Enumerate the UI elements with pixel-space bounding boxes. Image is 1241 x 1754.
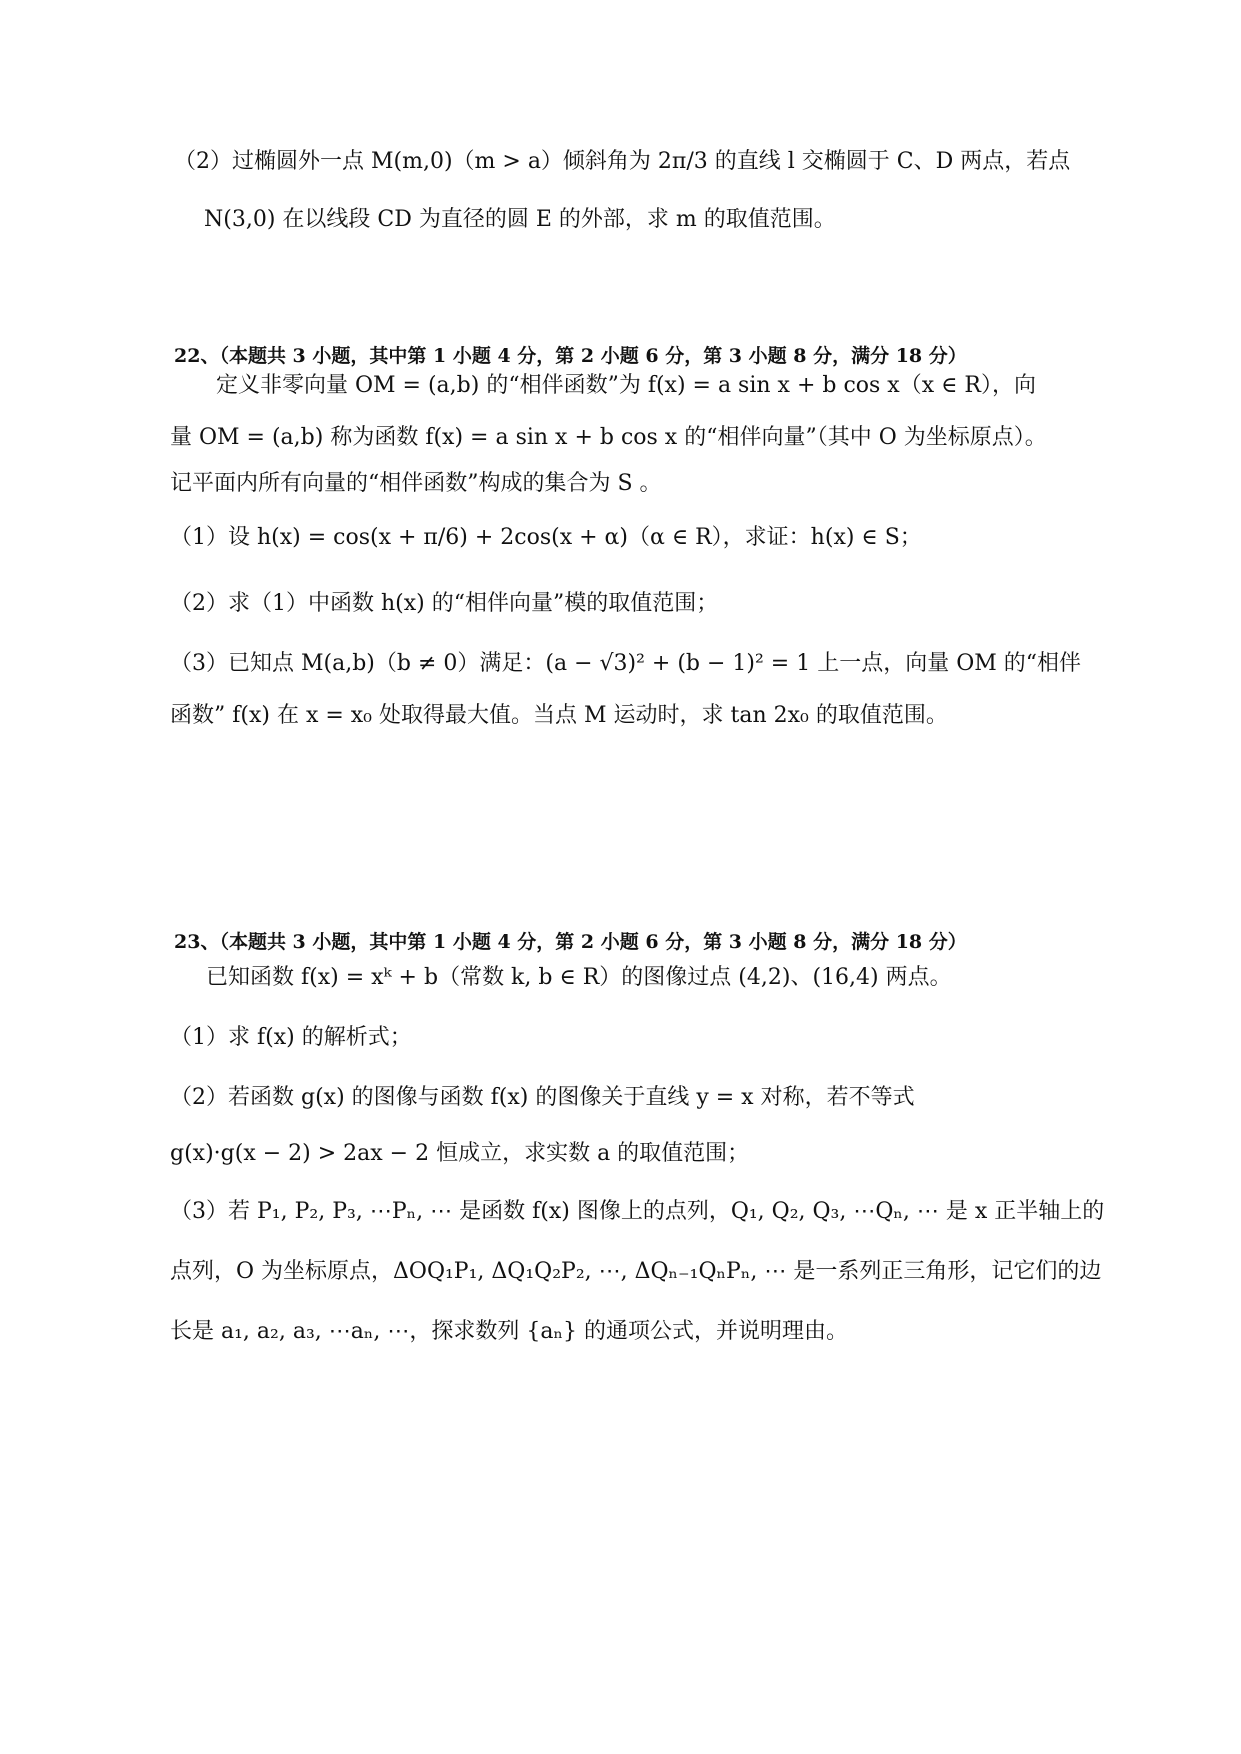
q21-part2-line1: （2）过椭圆外一点 M(m,0)（m > a）倾斜角为 2π/3 的直线 l 交椭圆于 C、D 两点，若点 xyxy=(174,149,1071,174)
q23-part1: （1）求 f(x) 的解析式； xyxy=(170,1025,412,1050)
q22-header: 22、（本题共 3 小题，其中第 1 小题 4 分，第 2 小题 6 分，第 3 小题 8 分，满分 18 分） xyxy=(174,345,967,367)
q23-definition-line: 已知函数 f(x) = xᵏ + b（常数 k, b ∈ R）的图像过点 (4,2)、(16,4) 两点。 xyxy=(206,965,952,990)
q22-definition-line3: 记平面内所有向量的“相伴函数”构成的集合为 S 。 xyxy=(170,471,662,496)
q22-part3-line2: 函数” f(x) 在 x = x₀ 处取得最大值。当点 M 运动时，求 tan 2x₀ 的取值范围。 xyxy=(170,703,948,728)
q23-part3-line2: 点列，O 为坐标原点，ΔOQ₁P₁, ΔQ₁Q₂P₂, ⋯, ΔQₙ₋₁QₙPₙ, ⋯ 是一系列正三角形，记它们的边 xyxy=(170,1259,1102,1284)
q21-part2-line2: N(3,0) 在以线段 CD 为直径的圆 E 的外部，求 m 的取值范围。 xyxy=(204,207,836,232)
q22-part3-line1: （3）已知点 M(a,b)（b ≠ 0）满足：(a − √3)² + (b − 1)² = 1 上一点，向量 OM 的“相伴 xyxy=(170,651,1082,676)
q23-part2-line1: （2）若函数 g(x) 的图像与函数 f(x) 的图像关于直线 y = x 对称，若不等式 xyxy=(170,1085,915,1110)
q22-definition-line1: 定义非零向量 OM = (a,b) 的“相伴函数”为 f(x) = a sin x + b cos x（x ∈ R），向 xyxy=(216,373,1036,398)
q23-part3-line3: 长是 a₁, a₂, a₃, ⋯aₙ, ⋯，探求数列 {aₙ} 的通项公式，并说明理由。 xyxy=(170,1319,848,1344)
q22-part1: （1）设 h(x) = cos(x + π/6) + 2cos(x + α)（α ∈ R），求证：h(x) ∈ S； xyxy=(170,525,922,550)
q23-header: 23、（本题共 3 小题，其中第 1 小题 4 分，第 2 小题 6 分，第 3 小题 8 分，满分 18 分） xyxy=(174,931,967,953)
q23-part2-line2: g(x)·g(x − 2) > 2ax − 2 恒成立，求实数 a 的取值范围； xyxy=(170,1141,750,1166)
q22-part2: （2）求（1）中函数 h(x) 的“相伴向量”模的取值范围； xyxy=(170,591,719,616)
q22-definition-line2: 量 OM = (a,b) 称为函数 f(x) = a sin x + b cos x 的“相伴向量”（其中 O 为坐标原点）。 xyxy=(170,425,1047,450)
q23-part3-line1: （3）若 P₁, P₂, P₃, ⋯Pₙ, ⋯ 是函数 f(x) 图像上的点列，Q₁, Q₂, Q₃, ⋯Qₙ, ⋯ 是 x 正半轴上的 xyxy=(170,1199,1105,1224)
